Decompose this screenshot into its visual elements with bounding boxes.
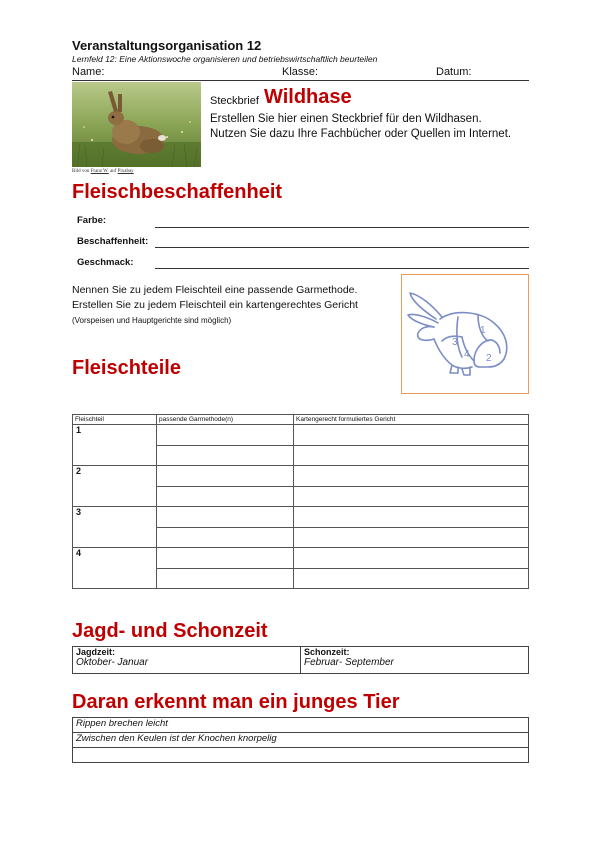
- junges-tier-row-1[interactable]: Rippen brechen leicht: [73, 718, 529, 733]
- gericht-cell[interactable]: [294, 548, 529, 569]
- table-row: [73, 548, 529, 569]
- credit-site-link[interactable]: Pixabay: [117, 169, 134, 174]
- gericht-cell[interactable]: [294, 466, 529, 487]
- heading-fleischbeschaffenheit: Fleischbeschaffenheit: [72, 181, 283, 203]
- junges-tier-row-3[interactable]: [73, 748, 529, 763]
- junges-tier-row-2[interactable]: Zwischen den Keulen ist der Knochen knorpelig: [73, 733, 529, 748]
- gericht-cell[interactable]: [294, 425, 529, 446]
- list-item: [73, 733, 529, 748]
- jagd-row: [73, 647, 529, 674]
- cut-label-1: 1: [480, 325, 486, 336]
- junges-tier-table: [72, 717, 529, 763]
- instructions: [72, 283, 392, 328]
- garmethode-cell[interactable]: [157, 425, 294, 446]
- garmethode-cell[interactable]: [157, 527, 294, 548]
- field-line-geschmack[interactable]: [155, 267, 529, 269]
- field-line-farbe[interactable]: [155, 226, 529, 228]
- jagd-table: [72, 646, 529, 674]
- hare-photo: [72, 82, 201, 167]
- col-header-garmethode: passende Garmethode(n): [157, 415, 294, 425]
- steckbrief-line-1: Erstellen Sie hier einen Steckbrief für den Wildhasen.: [210, 113, 482, 125]
- part-number: 3: [73, 507, 157, 548]
- lernfeld-subtitle: Lernfeld 12: Eine Aktionswoche organisieren und betriebswirtschaftlich beurteilen: [72, 54, 378, 64]
- credit-mid: auf: [109, 169, 117, 174]
- gericht-cell[interactable]: [294, 568, 529, 589]
- field-label-geschmack: Geschmack:: [77, 257, 134, 268]
- steckbrief-line-2: Nutzen Sie dazu Ihre Fachbücher oder Quellen im Internet.: [210, 128, 512, 140]
- klasse-label: Klasse:: [282, 66, 319, 78]
- part-number: 2: [73, 466, 157, 507]
- rabbit-outline-icon: [402, 275, 527, 392]
- garmethode-cell[interactable]: [157, 548, 294, 569]
- list-item: [73, 718, 529, 733]
- course-title: Veranstaltungsorganisation 12: [72, 38, 262, 53]
- instruction-line-1: Nennen Sie zu jedem Fleischteil eine passende Garmethode.: [72, 284, 358, 296]
- heading-jagd-schonzeit: Jagd- und Schonzeit: [72, 620, 268, 642]
- list-item: [73, 748, 529, 763]
- instruction-note: (Vorspeisen und Hauptgerichte sind möglich): [72, 316, 232, 325]
- steckbrief-title: Wildhase: [264, 86, 352, 108]
- jagdzeit-cell[interactable]: [73, 647, 301, 674]
- gericht-cell[interactable]: [294, 527, 529, 548]
- fleischteile-table: [72, 414, 529, 589]
- garmethode-cell[interactable]: [157, 568, 294, 589]
- cut-label-3: 3: [452, 337, 458, 348]
- heading-fleischteile: Fleischteile: [72, 357, 181, 379]
- photo-credit: [72, 169, 134, 174]
- jagdzeit-value: Oktober- Januar: [76, 657, 149, 668]
- garmethode-cell[interactable]: [157, 507, 294, 528]
- cut-label-4: 4: [464, 349, 470, 360]
- datum-label: Datum:: [436, 66, 472, 78]
- table-row: [73, 466, 529, 487]
- part-number: 4: [73, 548, 157, 589]
- instruction-line-2: Erstellen Sie zu jedem Fleischteil ein kartengerechtes Gericht: [72, 299, 358, 311]
- field-label-farbe: Farbe:: [77, 215, 107, 226]
- student-info-row: [72, 66, 529, 81]
- field-label-beschaffenheit: Beschaffenheit:: [77, 236, 149, 247]
- steckbrief-description: [210, 112, 530, 142]
- garmethode-cell[interactable]: [157, 445, 294, 466]
- name-label: Name:: [72, 66, 105, 78]
- credit-author-link[interactable]: Franz W.: [90, 169, 109, 174]
- rabbit-cuts-diagram: [401, 274, 529, 394]
- table-header-row: [73, 415, 529, 425]
- col-header-fleischteil: Fleischteil: [73, 415, 157, 425]
- garmethode-cell[interactable]: [157, 466, 294, 487]
- schonzeit-cell[interactable]: [301, 647, 529, 674]
- schonzeit-label: Schonzeit:: [304, 647, 350, 657]
- gericht-cell[interactable]: [294, 445, 529, 466]
- steckbrief-label: Steckbrief: [210, 95, 259, 107]
- credit-prefix: Bild von: [72, 169, 90, 174]
- heading-junges-tier: Daran erkennt man ein junges Tier: [72, 691, 400, 713]
- field-line-beschaffenheit[interactable]: [155, 246, 529, 248]
- cut-label-2: 2: [486, 353, 492, 364]
- schonzeit-value: Februar- September: [304, 657, 394, 668]
- gericht-cell[interactable]: [294, 486, 529, 507]
- part-number: 1: [73, 425, 157, 466]
- jagdzeit-label: Jagdzeit:: [76, 647, 116, 657]
- garmethode-cell[interactable]: [157, 486, 294, 507]
- col-header-gericht: Kartengerecht formuliertes Gericht: [294, 415, 529, 425]
- gericht-cell[interactable]: [294, 507, 529, 528]
- table-row: [73, 507, 529, 528]
- table-row: [73, 425, 529, 446]
